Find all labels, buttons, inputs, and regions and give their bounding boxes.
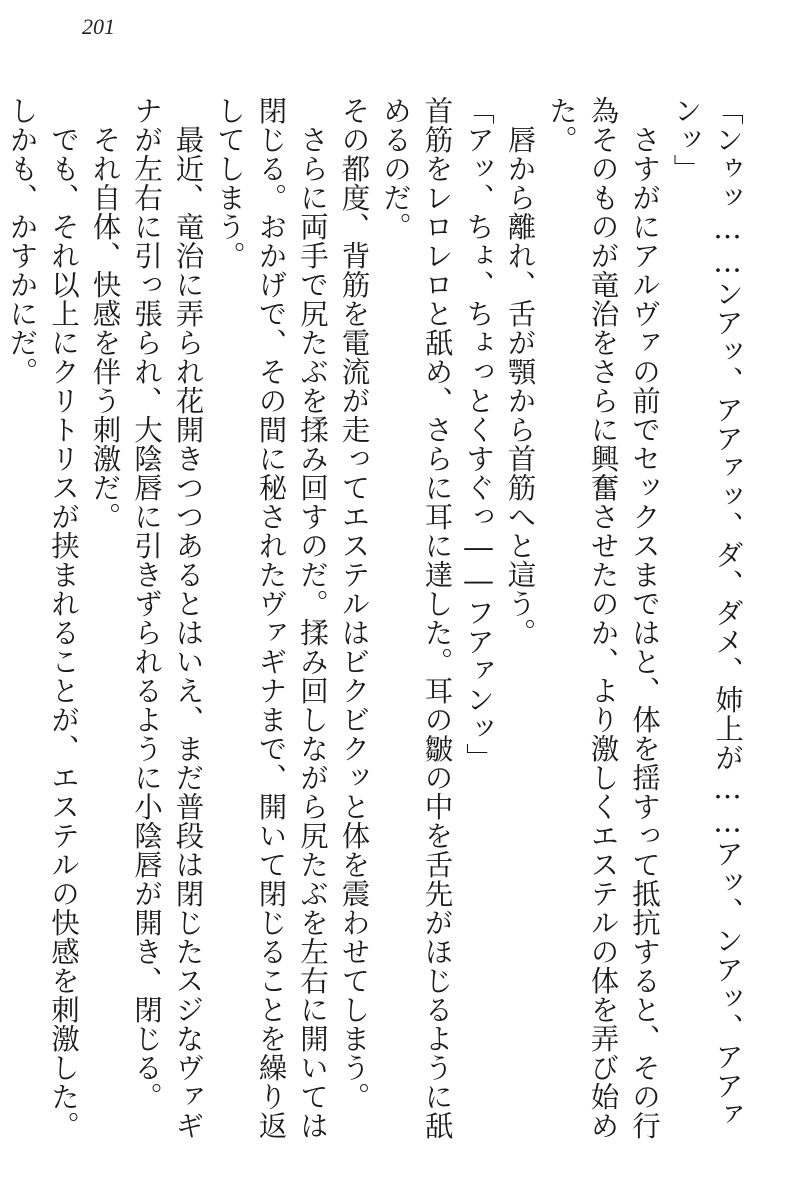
paragraph	[0, 96, 1, 1156]
paragraph: さらに両手で尻たぶを揉み回すのだ。揉み回しながら尻たぶを左右に開いては閉じる。おかげで、その間に秘されたヴァギナまで、開いて閉じることを繰り返してしまう。	[213, 96, 329, 1140]
paragraph: でも、それ以上にクリトリスが挟まれることが、エステルの快感を刺激した。しかも、かすかにだ。	[5, 96, 80, 1140]
paragraph: 唇から離れ、舌が顎から首筋へと這う。	[503, 124, 537, 647]
paragraph: 最近、竜治に弄られ花開きつつあるとはいえ、まだ普段は閉じたスジなヴァギナが左右に引っ張られ、大陰唇に引きずられるように小陰唇が開き、閉じる。	[130, 96, 205, 1140]
paragraph: 「アッ、ちょ、ちょっとくすぐっ――フアァンッ」	[462, 96, 495, 772]
page-number: 201	[82, 14, 115, 39]
paragraph: それ自体、快感を伴う刺激だ。	[88, 124, 122, 531]
vertical-text-columns	[5, 96, 748, 1156]
paragraph: さすがにアルヴァの前でセックスまではと、体を揺すって抵抗すると、その行為そのものが竜治をさらに興奮させたのか、より激しくエステルの体を弄び始めた。	[545, 96, 661, 1140]
paragraph: その都度、背筋を電流が走ってエステルはビクビクッと体を震わせてしまう。	[337, 96, 371, 1111]
paragraph: 「ンゥッ……ンアッ、アアァッ、ダ、ダメ、姉上が……アッ、ンアッ、アアァンッ」	[669, 96, 744, 1129]
body-text	[5, 96, 748, 1176]
paragraph: 首筋をレロレロと舐め、さらに耳に達した。耳の皺の中を舌先がほじるように舐めるのだ。	[379, 96, 454, 1140]
